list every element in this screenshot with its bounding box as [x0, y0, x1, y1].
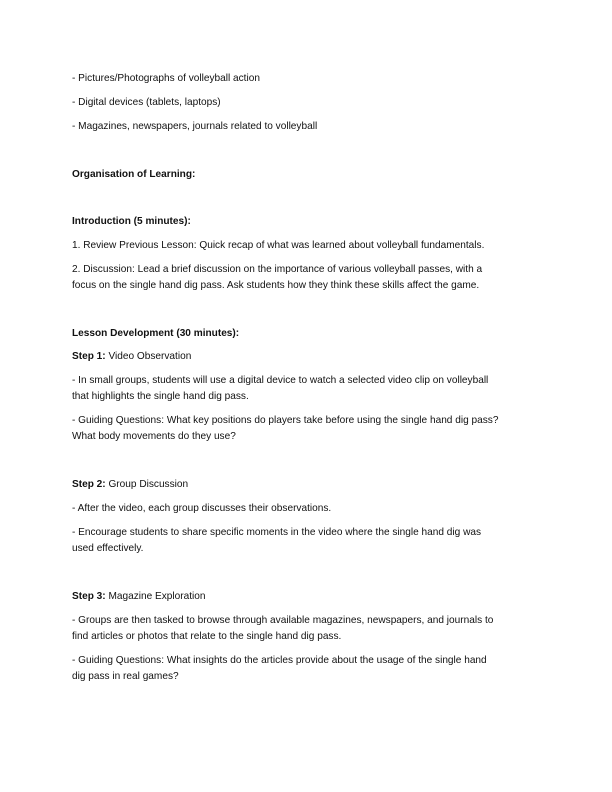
section-heading-development: Lesson Development (30 minutes): — [72, 328, 240, 339]
material-item: - Magazines, newspapers, journals related to volleyball — [72, 121, 318, 132]
step-2-paragraph-2 — [72, 525, 481, 557]
step-2-paragraph-1: - After the video, each group discusses their observations. — [72, 503, 332, 514]
material-item: - Pictures/Photographs of volleyball action — [72, 73, 260, 84]
line: find articles or photos that relate to the single hand dig pass. — [72, 631, 342, 642]
line: that highlights the single hand dig pass. — [72, 391, 249, 402]
line: focus on the single hand dig pass. Ask students how they think these skills affect the game. — [72, 280, 480, 291]
section-heading-organisation: Organisation of Learning: — [72, 169, 196, 180]
step-title: Group Discussion — [105, 479, 189, 490]
line: - Guiding Questions: What insights do the articles provide about the usage of the single hand — [72, 655, 487, 666]
step-label: Step 2: — [72, 479, 106, 490]
line: 2. Discussion: Lead a brief discussion on the importance of various volleyball passes, with a — [72, 264, 483, 275]
line: - Groups are then tasked to browse through available magazines, newspapers, and journals to — [72, 615, 494, 626]
step-2-heading — [72, 477, 188, 493]
line: - Encourage students to share specific moments in the video where the single hand dig was — [72, 527, 482, 538]
section-heading-introduction: Introduction (5 minutes): — [72, 216, 191, 227]
step-1-paragraph-2 — [72, 413, 498, 445]
step-1-paragraph-1 — [72, 373, 488, 405]
line: - In small groups, students will use a digital device to watch a selected video clip on volleyball — [72, 375, 489, 386]
step-title: Magazine Exploration — [105, 591, 206, 602]
step-3-paragraph-2 — [72, 653, 487, 685]
intro-item-1: 1. Review Previous Lesson: Quick recap of what was learned about volleyball fundamentals. — [72, 240, 485, 251]
line: - Guiding Questions: What key positions do players take before using the single hand dig pass? — [72, 415, 499, 426]
step-1-heading — [72, 349, 191, 365]
line: What body movements do they use? — [72, 431, 236, 442]
step-label: Step 1: — [72, 351, 106, 362]
line: dig pass in real games? — [72, 671, 179, 682]
step-label: Step 3: — [72, 591, 106, 602]
step-3-heading — [72, 589, 206, 605]
intro-item-2 — [72, 262, 482, 294]
step-title: Video Observation — [105, 351, 192, 362]
line: used effectively. — [72, 543, 144, 554]
material-item: - Digital devices (tablets, laptops) — [72, 97, 221, 108]
step-3-paragraph-1 — [72, 613, 493, 645]
